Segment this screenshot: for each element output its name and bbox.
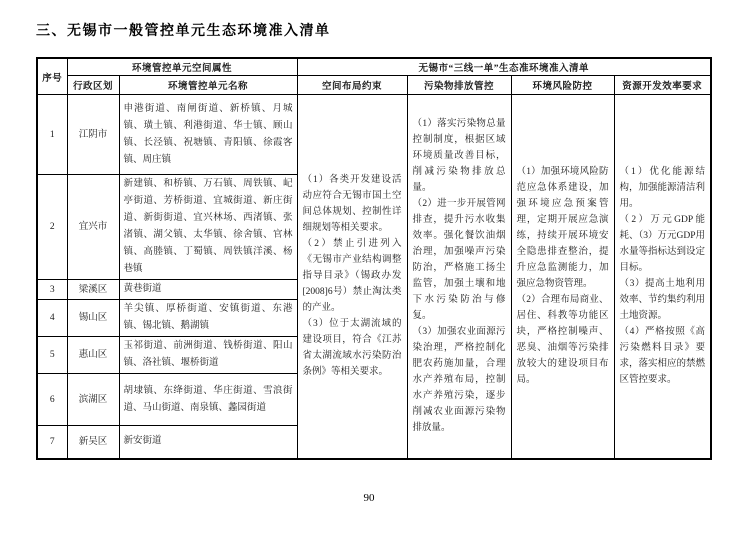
unit-names-cell: 新安街道 <box>119 426 297 459</box>
unit-names-cell: 玉祁街道、前洲街道、钱桥街道、阳山镇、洛社镇、堰桥街道 <box>119 337 297 374</box>
resource-efficiency-item: （3）提高土地利用效率、节约集约利用土地资源。 <box>619 279 706 322</box>
pollutant-control-cell <box>407 95 511 459</box>
resource-efficiency-item: （2）万元GDP能耗、（3）万元GDP用水量等指标达到设定目标。 <box>619 215 706 274</box>
district-cell: 新吴区 <box>67 426 119 459</box>
row-index: 3 <box>37 280 67 300</box>
spatial-constraint-cell <box>297 95 407 459</box>
unit-names-cell: 新建镇、和桥镇、万石镇、周铁镇、屺亭街道、芳桥街道、宜城街道、新庄街道、新街街道、宜兴林场、西渚镇、张渚镇、湖父镇、太华镇、徐舍镇、官林镇、高塍镇、丁蜀镇、周铁镇洋溪、杨巷镇 <box>119 175 297 280</box>
risk-prevention-item: （1）加强环境风险防范应急体系建设，加强环境应急预案管理，定期开展应急演练，持续开展环境安全隐患排查整治，提升应急监测能力，加强应急物资管理。 <box>516 167 609 290</box>
header-pollutant-control: 污染物排放管控 <box>407 76 511 95</box>
district-cell: 锡山区 <box>67 300 119 337</box>
district-cell: 滨湖区 <box>67 374 119 426</box>
district-cell: 梁溪区 <box>67 280 119 300</box>
spatial-constraint-item: （3）位于太湖流域的建设项目，符合《江苏省太湖流域水污染防治条例》等相关要求。 <box>302 319 402 378</box>
pollutant-control-item: （2）进一步开展管网排查，提升污水收集效率。强化餐饮油烟治理，加强噪声污染防治，严格施工扬尘监管，加强土壤和地下水污染防治与修复。 <box>412 199 506 322</box>
unit-names-cell: 黄巷街道 <box>119 280 297 300</box>
row-index: 4 <box>37 300 67 337</box>
header-resource-efficiency: 资源开发效率要求 <box>614 76 711 95</box>
unit-names-cell: 羊尖镇、厚桥街道、安镇街道、东港镇、锡北镇、鹅湖镇 <box>119 300 297 337</box>
page-number: 90 <box>363 492 375 504</box>
header-risk-prevention: 环境风险防控 <box>511 76 614 95</box>
header-index: 序号 <box>37 58 67 95</box>
row-index: 5 <box>37 337 67 374</box>
pollutant-control-item: （1）落实污染物总量控制制度，根据区域环境质量改善目标，削减污染物排放总量。 <box>412 119 506 194</box>
district-cell: 江阴市 <box>67 95 119 175</box>
header-group-spatial-attr: 环境管控单元空间属性 <box>67 58 297 76</box>
unit-names-cell: 申港街道、南闸街道、新桥镇、月城镇、璜土镇、利港街道、华士镇、顾山镇、长泾镇、祝塘镇、青阳镇、徐霞客镇、周庄镇 <box>119 95 297 175</box>
header-group-access-list: 无锡市“三线一单”生态准环境准入清单 <box>297 58 711 76</box>
page-title: 三、无锡市一般管控单元生态环境准入清单 <box>36 24 331 39</box>
resource-efficiency-item: （1）优化能源结构，加强能源清洁利用。 <box>619 167 706 210</box>
risk-prevention-cell <box>511 95 614 459</box>
row-index: 1 <box>37 95 67 175</box>
resource-efficiency-item: （4）严格按照《高污染燃料目录》要求，落实相应的禁燃区管控要求。 <box>619 327 706 386</box>
access-list-table <box>36 57 712 460</box>
district-cell: 惠山区 <box>67 337 119 374</box>
row-index: 2 <box>37 175 67 280</box>
resource-efficiency-cell <box>614 95 711 459</box>
district-cell: 宜兴市 <box>67 175 119 280</box>
spatial-constraint-item: （1）各类开发建设活动应符合无锡市国土空间总体规划、控制性详细规划等相关要求。 <box>302 175 402 234</box>
row-index: 7 <box>37 426 67 459</box>
spatial-constraint-item: （2）禁止引进列入《无锡市产业结构调整指导目录》（锡政办发[2008]6号）禁止淘汰类的产业。 <box>302 239 402 314</box>
table-row <box>37 95 711 175</box>
header-district: 行政区划 <box>67 76 119 95</box>
row-index: 6 <box>37 374 67 426</box>
header-spatial-constraint: 空间布局约束 <box>297 76 407 95</box>
header-unit-name: 环境管控单元名称 <box>119 76 297 95</box>
unit-names-cell: 胡埭镇、东绛街道、华庄街道、雪浪街道、马山街道、南泉镇、蠡园街道 <box>119 374 297 426</box>
pollutant-control-item: （3）加强农业面源污染治理，严格控制化肥农药施加量，合理水产养殖布局，控制水产养殖污染，逐步削减农业面源污染物排放量。 <box>412 327 506 434</box>
risk-prevention-item: （2）合理布局商业、居住、科教等功能区块，严格控制噪声、恶臭、油烟等污染排放较大的建设项目布局。 <box>516 295 609 386</box>
